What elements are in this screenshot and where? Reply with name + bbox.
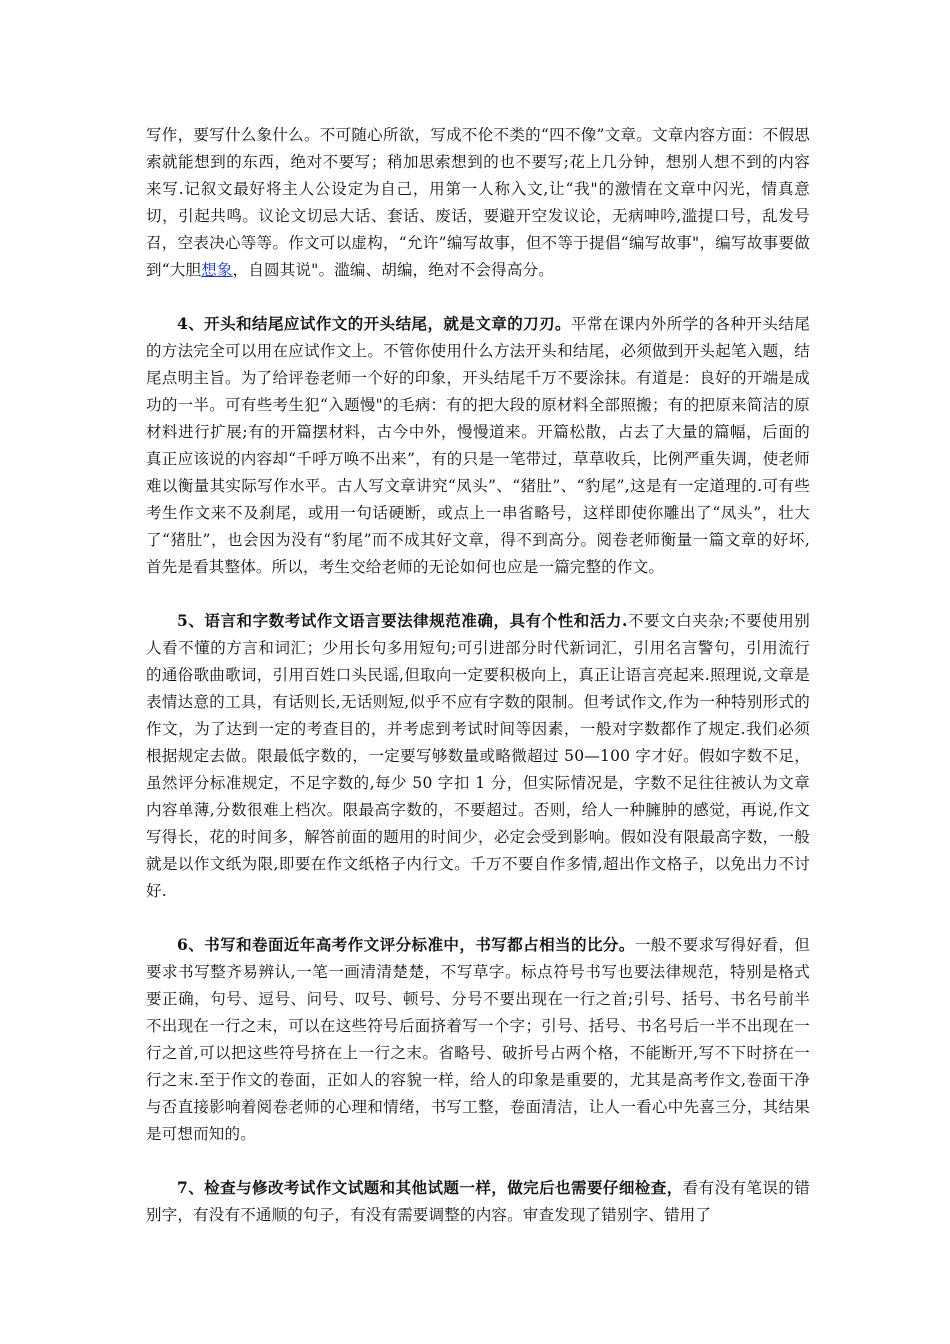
intro-text-after-link: ，自圆其说"。滥编、胡编，绝对不会得高分。 <box>232 261 554 279</box>
section-7-heading: 7、检查与修改考试作文试题和其他试题一样，做完后也需要仔细检查， <box>177 1178 683 1197</box>
section-7-paragraph <box>146 1174 810 1229</box>
document-page <box>146 122 810 1229</box>
intro-text-before-link: 写作，要写什么象什么。不可随心所欲，写成不伦不类的“四不像”文章。文章内容方面：不假思索就能想到的东西，绝对不要写；稍加思索想到的也不要写;花上几分钟，想别人想不到的内容来写.记叙文最好将主人公设定为自己，用第一人称入文,让“我"的激情在文章中闪光，情真意切，引起共鸣。议论文切忌大话、套话、废话，要避开空发议论，无病呻吟,滥提口号，乱发号召，空表决心等等。作文可以虚构，“允许”编写故事，但不等于提倡“编写故事"，编写故事要做到“大胆 <box>146 126 810 279</box>
imagination-link[interactable]: 想象 <box>201 261 233 279</box>
section-7-body: 看有没有笔误的错别字，有没有不通顺的句子，有没有需要调整的内容。审查发现了错别字、错用了 <box>146 1179 810 1224</box>
section-4-body: 平常在课内外所学的各种开头结尾的方法完全可以用在应试作文上。不管你使用什么方法开头和结尾，必须做到开头起笔入题，结尾点明主旨。为了给评卷老师一个好的印象，开头结尾千万不要涂抹。有道是：良好的开端是成功的一半。可有些考生犯“入题慢"的毛病：有的把大段的原材料全部照搬；有的把原来简洁的原材料进行扩展;有的开篇摆材料，古今中外，慢慢道来。开篇松散，占去了大量的篇幅，后面的真正应该说的内容却“千呼万唤不出来”，有的只是一笔带过，草草收兵，比例严重失调，使老师难以衡量其实际写作水平。古人写文章讲究“凤头”、“猪肚”、“豹尾”,这是有一定道理的.可有些考生作文来不及刹尾，或用一句话硬断，或点上一串省略号，这样即使你雕出了“凤头”，壮大了“猪肚”，也会因为没有“豹尾”而不成其好文章，得不到高分。阅卷老师衡量一篇文章的好坏,首先是看其整体。所以，考生交给老师的无论如何也应是一篇完整的作文。 <box>146 315 810 576</box>
section-6-heading: 6、书写和卷面近年高考作文评分标准中，书写都占相当的比分。 <box>177 935 635 954</box>
section-6-body: 一般不要求写得好看，但要求书写整齐易辨认,一笔一画清清楚楚，不写草字。标点符号书写也要法律规范，特别是格式要正确，句号、逗号、问号、叹号、顿号、分号不要出现在一行之首;引号、括号、书名号前半不出现在一行之末，可以在这些符号后面挤着写一个字；引号、括号、书名号后一半不出现在一行之首,可以把这些符号挤在上一行之末。省略号、破折号占两个格，不能断开,写不下时挤在一行之末.至于作文的卷面，正如人的容貌一样，给人的印象是重要的，尤其是高考作文,卷面干净与否直接影响着阅卷老师的心理和情绪，书写工整，卷面清洁，让人一看心中先喜三分，其结果是可想而知的。 <box>146 936 811 1143</box>
section-4-heading: 4、开头和结尾应试作文的开头结尾，就是文章的刀刃。 <box>177 314 571 333</box>
section-5-paragraph <box>146 607 810 905</box>
section-4-paragraph <box>146 310 810 581</box>
section-5-heading: 5、语言和字数考试作文语言要法律规范准确，具有个性和活力. <box>177 611 628 630</box>
intro-paragraph <box>146 122 810 284</box>
section-6-paragraph <box>146 931 810 1148</box>
section-5-body: 不要文白夹杂;不要使用别人看不懂的方言和词汇；少用长句多用短句;可引进部分时代新词汇，引用名言警句，引用流行的通俗歌曲歌词，引用百姓口头民谣,但取向一定要积极向上，真正让语言亮起来.照理说,文章是表情达意的工具，有话则长,无话则短,似乎不应有字数的限制。但考试作文,作为一种特别形式的作文，为了达到一定的考查目的，并考虑到考试时间等因素，一般对字数都作了规定.我们必须根据规定去做。限最低字数的，一定要写够数量或略微超过 50—100 字才好。假如字数不足，虽然评分标准规定，不足字数的,每少 50 字扣 1 分，但实际情况是，字数不足往往被认为文章内容单薄,分数很难上档次。限最高字数的，不要超过。否则，给人一种臃肿的感觉，再说,作文写得长，花的时间多，解答前面的题用的时间少，必定会受到影响。假如没有限最高字数，一般就是以作文纸为限,即要在作文纸格子内行文。千万不要自作多情,超出作文格子，以免出力不讨好. <box>146 612 811 900</box>
